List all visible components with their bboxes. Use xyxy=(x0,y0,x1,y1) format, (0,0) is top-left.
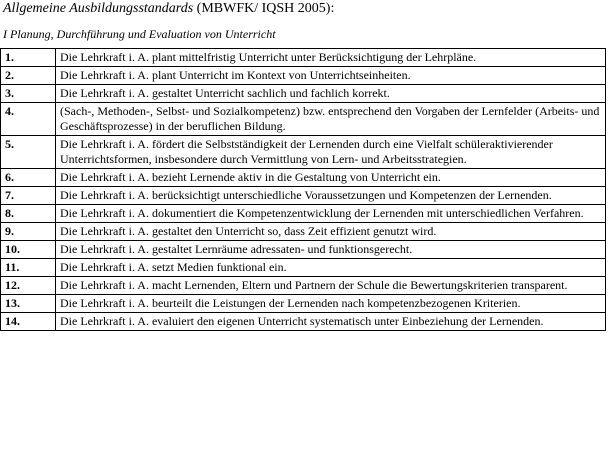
title-italic: Allgemeine Ausbildungsstandards xyxy=(3,1,194,16)
table-row xyxy=(1,67,606,85)
standard-text: Die Lehrkraft i. A. plant mittelfristig Unterricht unter Berücksichtigung der Lehrpläne. xyxy=(56,49,606,67)
standard-number: 10. xyxy=(1,241,56,259)
standard-text: Die Lehrkraft i. A. beurteilt die Leistungen der Lernenden nach kompetenzbezogenen Kriterien. xyxy=(56,295,606,313)
standard-number: 5. xyxy=(1,136,56,169)
standard-text: Die Lehrkraft i. A. bezieht Lernende aktiv in die Gestaltung von Unterricht ein. xyxy=(56,169,606,187)
table-row xyxy=(1,277,606,295)
standards-table xyxy=(0,48,606,331)
standard-text: Die Lehrkraft i. A. setzt Medien funktional ein. xyxy=(56,259,606,277)
standard-text: Die Lehrkraft i. A. macht Lernenden, Eltern und Partnern der Schule die Bewertungskriterien transparent. xyxy=(56,277,606,295)
table-row xyxy=(1,241,606,259)
table-row xyxy=(1,223,606,241)
standard-number: 4. xyxy=(1,103,56,136)
standard-number: 8. xyxy=(1,205,56,223)
standard-number: 7. xyxy=(1,187,56,205)
standard-number: 13. xyxy=(1,295,56,313)
table-row xyxy=(1,169,606,187)
table-row xyxy=(1,103,606,136)
standard-number: 11. xyxy=(1,259,56,277)
standard-text: Die Lehrkraft i. A. gestaltet den Unterricht so, dass Zeit effizient genutzt wird. xyxy=(56,223,606,241)
table-row xyxy=(1,187,606,205)
standard-text: Die Lehrkraft i. A. gestaltet Unterricht sachlich und fachlich korrekt. xyxy=(56,85,606,103)
title-source: (MBWFK/ IQSH 2005): xyxy=(193,1,335,16)
standard-number: 6. xyxy=(1,169,56,187)
table-row xyxy=(1,313,606,331)
standard-text: Die Lehrkraft i. A. gestaltet Lernräume adressaten- und funktionsgerecht. xyxy=(56,241,606,259)
table-row xyxy=(1,85,606,103)
standard-number: 14. xyxy=(1,313,56,331)
standard-text: (Sach-, Methoden-, Selbst- und Sozialkompetenz) bzw. entsprechend den Vorgaben der Lernfelder (Arbeits- und Geschäftsprozesse) in der beruflichen Bildung. xyxy=(56,103,606,136)
table-row xyxy=(1,259,606,277)
standard-text: Die Lehrkraft i. A. dokumentiert die Kompetenzentwicklung der Lernenden mit unterschiedlichen Verfahren. xyxy=(56,205,606,223)
standard-text: Die Lehrkraft i. A. evaluiert den eigenen Unterricht systematisch unter Einbeziehung der Lernenden. xyxy=(56,313,606,331)
standard-number: 2. xyxy=(1,67,56,85)
standard-text: Die Lehrkraft i. A. fördert die Selbstständigkeit der Lernenden durch eine Vielfalt schüleraktivierender Unterrichtsformen, insbesondere durch Vermittlung von Lern- und Arbeitsstrategien. xyxy=(56,136,606,169)
document-title xyxy=(3,0,334,17)
table-row xyxy=(1,295,606,313)
standard-number: 9. xyxy=(1,223,56,241)
standard-number: 12. xyxy=(1,277,56,295)
table-row xyxy=(1,49,606,67)
standard-number: 3. xyxy=(1,85,56,103)
standard-number: 1. xyxy=(1,49,56,67)
standard-text: Die Lehrkraft i. A. plant Unterricht im Kontext von Unterrichtseinheiten. xyxy=(56,67,606,85)
section-heading: I Planung, Durchführung und Evaluation von Unterricht xyxy=(3,27,276,41)
standard-text: Die Lehrkraft i. A. berücksichtigt unterschiedliche Voraussetzungen und Kompetenzen der Lernenden. xyxy=(56,187,606,205)
table-row xyxy=(1,205,606,223)
table-row xyxy=(1,136,606,169)
